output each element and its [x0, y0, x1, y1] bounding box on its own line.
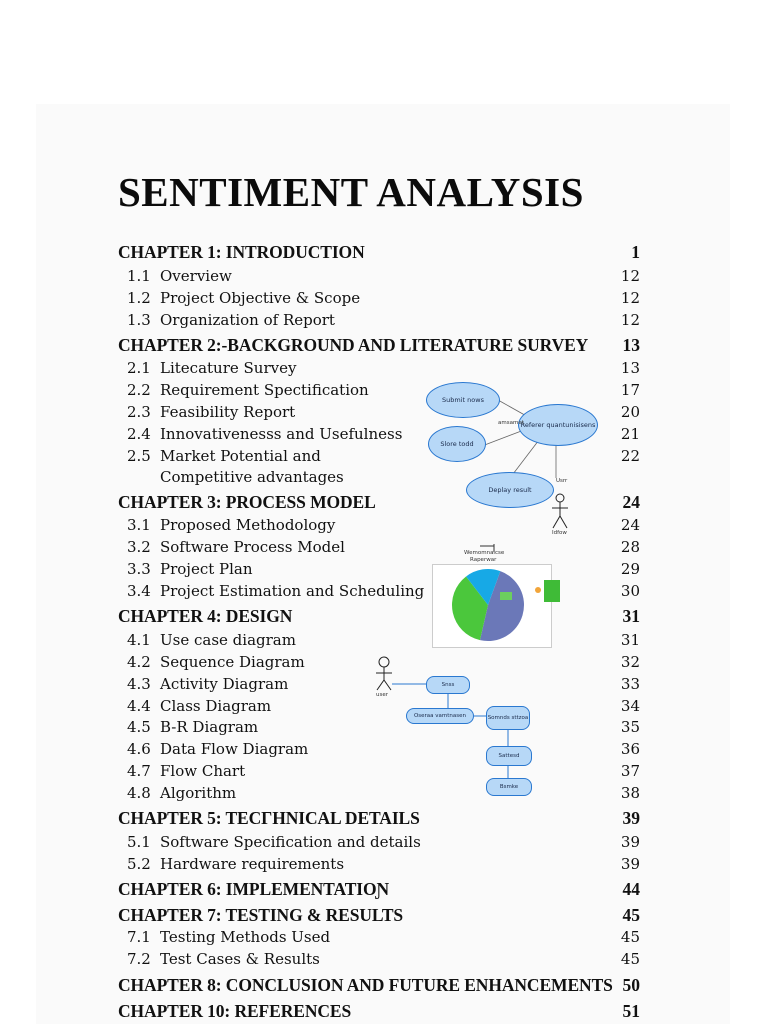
toc-section-row	[0, 447, 768, 469]
toc-label: Sequence Diagram	[160, 653, 305, 671]
toc-page-number: 13	[620, 359, 640, 377]
toc-page-number: 31	[622, 606, 640, 626]
use-case-illustration	[420, 378, 600, 538]
toc-section-number: 2.3	[127, 403, 151, 421]
toc-section-number: 4.2	[127, 653, 151, 671]
toc-section-number: 1.2	[127, 289, 151, 307]
toc-section-row	[0, 425, 768, 447]
toc-page-number: 24	[622, 492, 640, 512]
toc-label: B-R Diagram	[160, 718, 259, 736]
toc-section-number: 4.8	[127, 784, 151, 802]
toc-section-row	[0, 359, 768, 381]
toc-label: CHAPTER 1: INTRODUCTION	[118, 242, 365, 262]
toc-page-number: 31	[620, 631, 640, 649]
toc-label: Competitive advantages	[160, 468, 344, 486]
toc-label: Organization of Report	[160, 311, 335, 329]
toc-page-number: 30	[620, 582, 640, 600]
toc-section-row	[0, 560, 768, 582]
toc-label: CHAPTER 3: PROCESS MODEL	[118, 492, 376, 512]
toc-chapter-row	[0, 975, 768, 997]
toc-page-number: 13	[622, 335, 640, 355]
actor-bottom-label: Idfow	[552, 530, 567, 536]
usecase-deplay: Deplay result	[466, 472, 554, 508]
toc-section-row	[0, 381, 768, 403]
toc-label: Overview	[160, 267, 232, 285]
toc-section-row	[0, 950, 768, 972]
toc-page-number: 28	[620, 538, 640, 556]
pie-subtitle: Raperwar	[470, 557, 497, 563]
toc-chapter-row	[0, 879, 768, 901]
toc-page-number: 36	[620, 740, 640, 758]
toc-section-row	[0, 582, 768, 604]
toc-page-number: 20	[620, 403, 640, 421]
usecase-submit: Submit nows	[426, 382, 500, 418]
pie-chart-illustration	[424, 544, 570, 650]
toc-section-row	[0, 468, 768, 490]
toc-label: Test Cases & Results	[160, 950, 320, 968]
toc-section-number: 4.6	[127, 740, 151, 758]
toc-chapter-row	[0, 808, 768, 830]
toc-section-row	[0, 311, 768, 333]
toc-chapter-row	[0, 905, 768, 927]
toc-page-number: 45	[620, 928, 640, 946]
toc-section-number: 4.1	[127, 631, 151, 649]
toc-section-row	[0, 928, 768, 950]
toc-page-number: 29	[620, 560, 640, 578]
toc-page-number: 17	[620, 381, 640, 399]
toc-label: Feasibility Report	[160, 403, 296, 421]
actor-top-label: Usrr	[556, 478, 568, 484]
activity-diagram-illustration	[370, 654, 540, 800]
toc-section-number: 4.7	[127, 762, 151, 780]
toc-page-number: 35	[620, 718, 640, 736]
toc-page-number: 38	[620, 784, 640, 802]
toc-section-number: 3.1	[127, 516, 151, 534]
toc-page-number: 39	[620, 855, 640, 873]
toc-chapter-row	[0, 1001, 768, 1023]
toc-chapter-row	[0, 335, 768, 357]
toc-section-row	[0, 289, 768, 311]
toc-section-number: 5.1	[127, 833, 151, 851]
toc-label: Class Diagram	[160, 697, 272, 715]
toc-page-number: 51	[622, 1001, 640, 1021]
toc-section-row	[0, 855, 768, 877]
activity-actor-label: user	[376, 692, 388, 698]
toc-page-number: 21	[620, 425, 640, 443]
toc-chapter-row	[0, 606, 768, 628]
activity-box: Snss	[426, 676, 470, 694]
toc-section-number: 2.1	[127, 359, 151, 377]
toc-page-number: 39	[622, 808, 640, 828]
toc-page-number: 12	[620, 289, 640, 307]
toc-section-number: 3.2	[127, 538, 151, 556]
toc-page-number: 32	[620, 653, 640, 671]
toc-section-number: 1.3	[127, 311, 151, 329]
toc-section-number: 2.4	[127, 425, 151, 443]
toc-label: Requirement Spectification	[160, 381, 369, 399]
toc-label: Litecature Survey	[160, 359, 297, 377]
toc-section-number: 1.1	[127, 267, 151, 285]
toc-page-number: 24	[620, 516, 640, 534]
toc-section-number: 4.3	[127, 675, 151, 693]
toc-page-number: 50	[622, 975, 640, 995]
toc-section-number: 3.3	[127, 560, 151, 578]
toc-section-number: 7.2	[127, 950, 151, 968]
toc-label: CHAPTER 10: REFERENCES	[118, 1001, 352, 1021]
toc-section-row	[0, 631, 768, 653]
toc-section-row	[0, 267, 768, 289]
toc-section-number: 2.2	[127, 381, 151, 399]
toc-section-row	[0, 538, 768, 560]
toc-section-number: 4.5	[127, 718, 151, 736]
toc-section-row	[0, 403, 768, 425]
toc-label: Project Estimation and Scheduling	[160, 582, 425, 600]
toc-page-number: 33	[620, 675, 640, 693]
toc-page-number: 34	[620, 697, 640, 715]
pie-title: Wemomnaicse	[464, 550, 505, 556]
usecase-store: Slore todd	[428, 426, 486, 462]
toc-label: CHAPTER 4: DESIGN	[118, 606, 293, 626]
toc-label: Proposed Methodology	[160, 516, 336, 534]
toc-label: Flow Chart	[160, 762, 246, 780]
toc-section-number: 7.1	[127, 928, 151, 946]
toc-label: Software Process Model	[160, 538, 345, 556]
toc-chapter-row	[0, 242, 768, 264]
toc-label: Innovativenesss and Usefulness	[160, 425, 403, 443]
toc-section-row	[0, 833, 768, 855]
toc-label: CHAPTER 7: TESTING & RESULTS	[118, 905, 404, 925]
toc-label: Project Objective & Scope	[160, 289, 361, 307]
toc-label: CHAPTER 5: TECΓHNICAL DETAILS	[118, 808, 420, 828]
toc-section-number: 2.5	[127, 447, 151, 465]
toc-label: Use case diagram	[160, 631, 296, 649]
toc-label: Market Potential and	[160, 447, 321, 465]
toc-label: Data Flow Diagram	[160, 740, 309, 758]
toc-section-row	[0, 516, 768, 538]
toc-section-number: 4.4	[127, 697, 151, 715]
usecase-referer: Referer quantunisisens	[518, 404, 598, 446]
toc-page-number: 22	[620, 447, 640, 465]
activity-box: Sattesd	[486, 746, 532, 766]
toc-page-number: 12	[620, 311, 640, 329]
toc-label: Algorithm	[160, 784, 237, 802]
toc-label: Testing Methods Used	[160, 928, 331, 946]
toc-page-number: 39	[620, 833, 640, 851]
activity-box: Bsmke	[486, 778, 532, 796]
toc-page-number: 45	[620, 950, 640, 968]
toc-label: Hardware requirements	[160, 855, 345, 873]
toc-page-number: 44	[622, 879, 640, 899]
toc-label: CHAPTER 2:-BACKGROUND AND LITERATURE SURVEY	[118, 335, 589, 355]
toc-chapter-row	[0, 492, 768, 514]
toc-section-number: 5.2	[127, 855, 151, 873]
toc-page-number: 1	[631, 242, 640, 262]
toc-page-number: 37	[620, 762, 640, 780]
activity-box: Somnds sttzoa	[486, 706, 530, 730]
toc-page-number: 12	[620, 267, 640, 285]
toc-section-number: 3.4	[127, 582, 151, 600]
document-title: SENTIMENT ANALYSIS	[118, 169, 584, 215]
toc-page-number: 45	[622, 905, 640, 925]
toc-label: Project Plan	[160, 560, 253, 578]
activity-box: Oseraa vamtnasen	[406, 708, 474, 724]
toc-label: CHAPTER 6: IMPLEMENTATIOƝ	[118, 879, 390, 899]
toc-label: Activity Diagram	[160, 675, 289, 693]
usecase-edge-label: amsamet	[498, 420, 524, 426]
toc-label: Software Specification and details	[160, 833, 421, 851]
toc-label: CHAPTER 8: CONCLUSION AND FUTURE ENHANCEMENTS	[118, 975, 613, 995]
